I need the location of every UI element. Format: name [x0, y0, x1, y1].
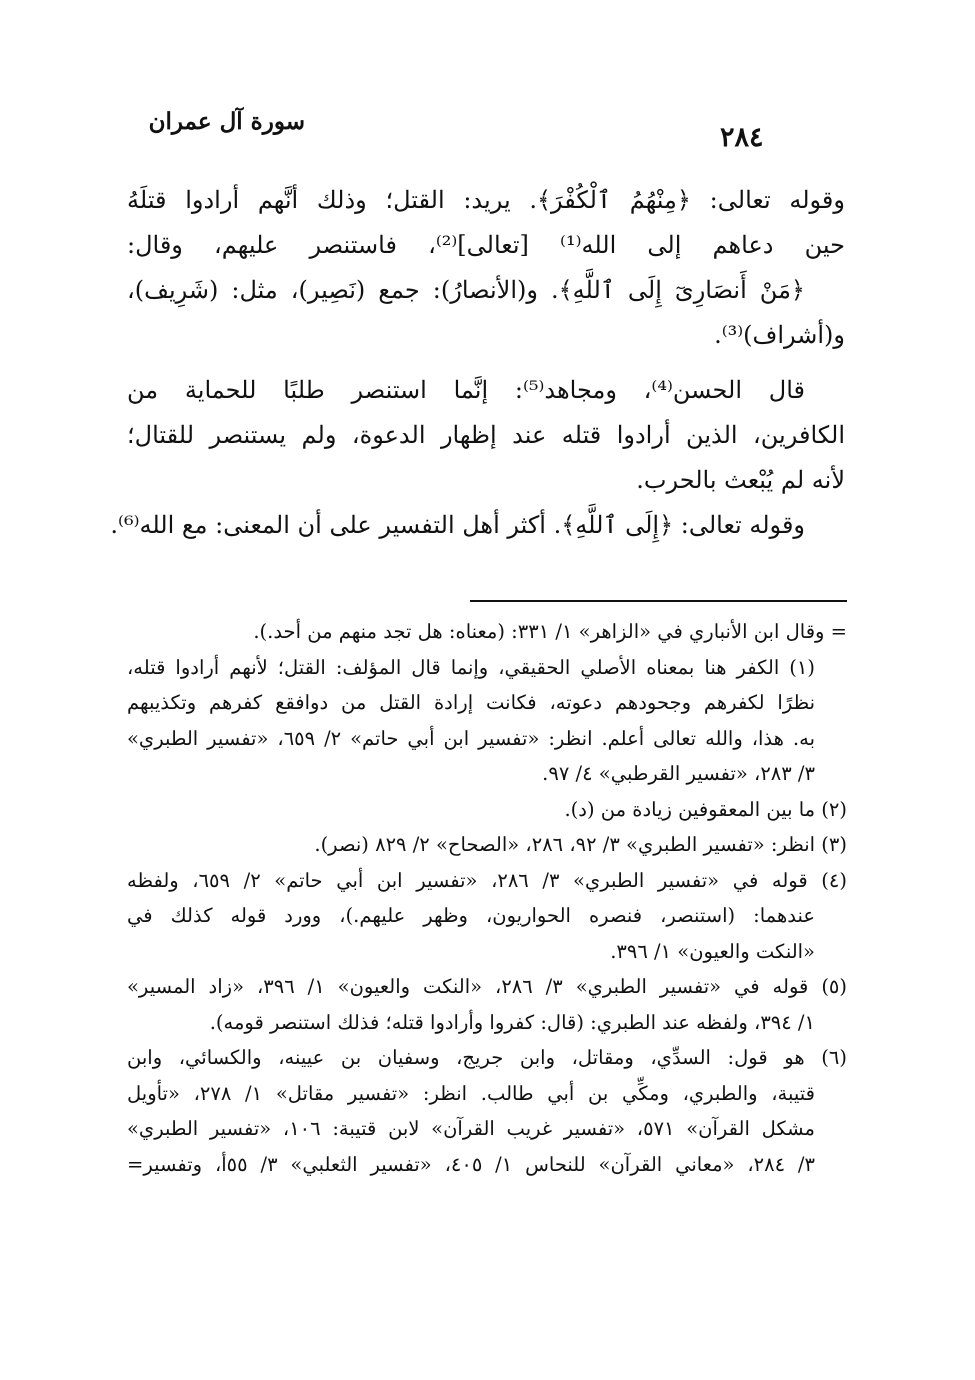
footnote-line: ٣/ ٢٨٤، «معاني القرآن» للنحاس ١/ ٤٠٥، «تفسير الثعلبي» ٣/ ٥٥أ، وتفسير= — [127, 1152, 815, 1176]
footnote-line: نظرًا لكفرهم وجحودهم دعوته، فكانت إرادة القتل من دوافقع كفرهم وتكذيبهم — [127, 691, 815, 714]
body-line: وقوله تعالى: ﴿إِلَى ٱللَّهِ﴾. أكثر أهل التفسير على أن المعنى: مع الله⁽⁶⁾. — [110, 511, 805, 539]
body-line: قال الحسن⁽⁴⁾، ومجاهد⁽⁵⁾: إنَّما استنصر طلبًا للحماية من — [127, 376, 805, 404]
footnote-line: مشكل القرآن» ٥٧١، «تفسير غريب القرآن» لابن قتيبة: ١٠٦، «تفسير الطبري» — [127, 1117, 815, 1140]
footnote-text: ما بين المعقوفين زيادة من (د). — [564, 797, 816, 821]
running-title: سورة آل عمران — [148, 108, 305, 135]
body-line: و(أشراف)⁽³⁾. — [714, 321, 845, 349]
footnote-marker: (١) — [789, 655, 815, 679]
body-line: وقوله تعالى: ﴿مِنْهُمُ ٱلْكُفْرَ﴾. يريد: القتل؛ وذلك أنَّهم أرادوا قتلَهُ — [127, 186, 845, 214]
main-text — [110, 178, 846, 548]
footnote-marker: (٥) — [821, 975, 848, 998]
footnote-text: الكفر هنا بمعناه الأصلي الحقيقي، وإنما قال المؤلف: القتل؛ لأنهم أرادوا قتله، — [127, 655, 780, 679]
footnote-marker: (٣) — [821, 833, 847, 856]
footnote-text: قوله في «تفسير الطبري» ٣/ ٢٨٦، «تفسير ابن أبي حاتم» ٢/ ٦٥٩، ولفظه — [127, 868, 808, 892]
footnote-6 — [127, 1040, 847, 1076]
footnote-line: عندهما: (استنصر، فنصره الحواريون، وظهر عليهم.)، وورد قوله كذلك في — [127, 904, 815, 927]
footnote-marker: (٤) — [821, 868, 847, 892]
footnote-line: ١/ ٣٩٤، ولفظه عند الطبري: (قال: كفروا وأرادوا قتله؛ فذلك استنصر قومه). — [209, 1010, 815, 1034]
footnote-line: قتيبة، والطبري، ومكِّي بن أبي طالب. انظر: «تفسير مقاتل» ١/ ٢٧٨، «تأويل — [127, 1081, 815, 1105]
footnote-text: قوله في «تفسير الطبري» ٣/ ٢٨٦، «النكت والعيون» ١/ ٣٩٦، «زاد المسير» — [127, 975, 809, 998]
body-line: لأنه لم يُبْعث بالحرب. — [636, 466, 845, 494]
footnote-marker: (٢) — [821, 797, 847, 821]
footnote-line: ٣/ ٢٨٣، «تفسير القرطبي» ٤/ ٩٧. — [542, 762, 815, 785]
footnote-3 — [127, 827, 847, 863]
footnote-5 — [127, 969, 847, 1005]
body-line: حين دعاهم إلى الله⁽¹⁾ [تعالى]⁽²⁾، فاستنصر عليهم، وقال: — [127, 231, 846, 259]
footnote-4 — [127, 863, 847, 899]
body-line: الكافرين، الذين أرادوا قتله عند إظهار الدعوة، ولم يستنصر للقتال؛ — [127, 421, 845, 449]
footnote-divider — [470, 600, 847, 602]
footnote-line: به. هذا، والله تعالى أعلم. انظر: «تفسير ابن أبي حاتم» ٢/ ٦٥٩، «تفسير الطبري» — [127, 726, 815, 750]
footnote-text: انظر: «تفسير الطبري» ٣/ ٩٢، ٢٨٦، «الصحاح» ٢/ ٨٢٩ (نصر). — [314, 833, 816, 856]
footnote-1 — [127, 650, 847, 686]
page-number: ٢٨٤ — [720, 122, 764, 153]
footnote-continued: = وقال ابن الأنباري في «الزاهر» ١/ ٣٣١: (معناه: هل تجد منهم من أحد.). — [253, 620, 847, 643]
footnote-2 — [127, 792, 847, 828]
footnote-line: «النكت والعيون» ١/ ٣٩٦. — [610, 939, 815, 963]
footnote-marker: (٦) — [821, 1046, 847, 1069]
footnote-text: هو قول: السدِّي، ومقاتل، وابن جريج، وسفيان بن عيينه، والكسائي، وابن — [127, 1046, 805, 1069]
body-line: ﴿مَنْ أَنصَارِىٓ إِلَى ٱللَّهِ﴾. و(الأنصارُ): جمع (نَصِير)، مثل: (شَرِيف)، — [127, 276, 805, 304]
footnotes — [127, 614, 847, 1182]
